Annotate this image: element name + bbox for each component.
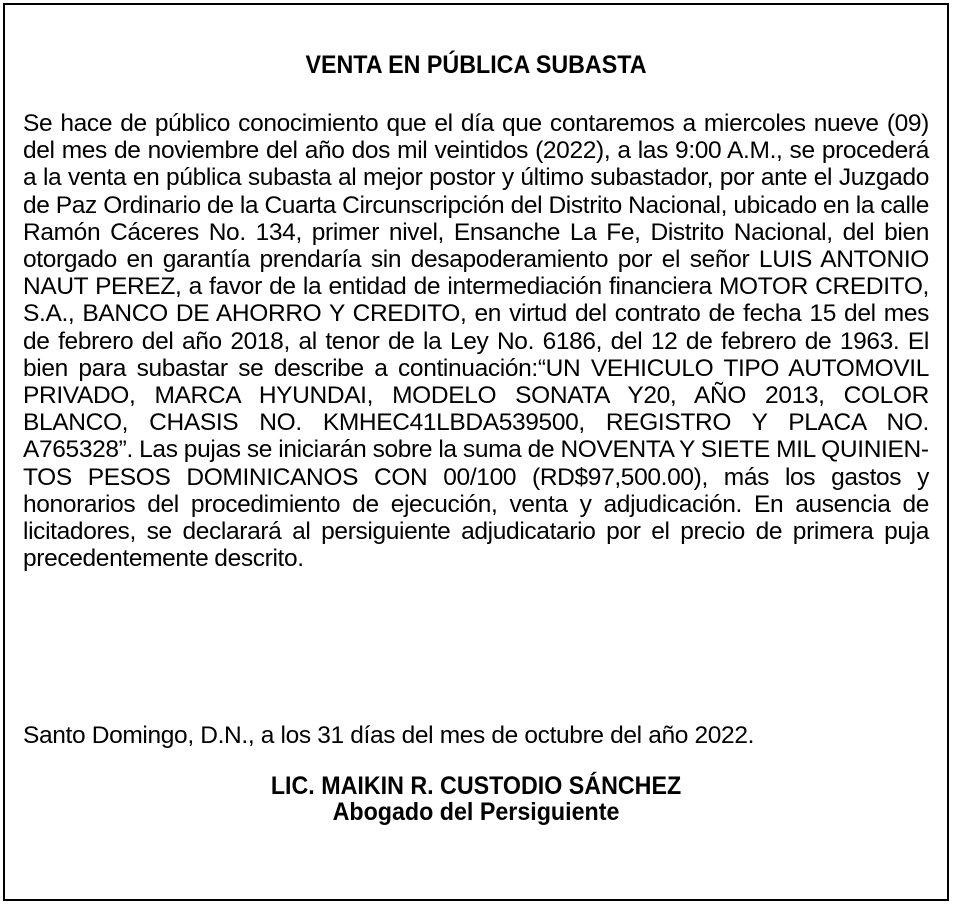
signature-block: [5, 773, 947, 825]
notice-closing: Santo Domingo, D.N., a los 31 días del mes de octubre del año 2022.: [23, 722, 755, 749]
legal-notice: [3, 3, 949, 901]
signer-role: Abogado del Persiguiente: [332, 798, 620, 826]
signer-name: LIC. MAIKIN R. CUSTODIO SÁNCHEZ: [270, 772, 682, 800]
notice-body: Se hace de público conocimiento que el día que contaremos a miercoles nueve (09) del mes de noviembre del año dos mil veintidos (2022), a las 9:00 A.M., se procederá a la venta en pública subasta al mejor postor y último subastador, por ante el Juzgado de Paz Ordinario de la Cuarta Circunscripción del Distrito Nacional, ubicado en la calle Ramón Cáceres No. 134, primer nivel, Ensanche La Fe, Distrito Nacional, del bien otorgado en garantía prendaría sin desapoderamiento por el señor LUIS ANTONIO NAUT PEREZ, a favor de la entidad de intermediación financiera MOTOR CREDITO, S.A., BANCO DE AHORRO Y CREDITO, en virtud del contrato de fecha 15 del mes de febrero del año 2018, al tenor de la Ley No. 6186, del 12 de febrero de 1963. El bien para subastar se describe a continuación:“UN VEHICULO TIPO AUTOMOVIL PRIVADO, MARCA HYUNDAI, MODELO SONATA Y20, AÑO 2013, COLOR BLANCO, CHASIS NO. KMHEC41LBDA539500, REGISTRO Y PLACA NO. A765328”. Las pujas se iniciarán sobre la suma de NOVENTA Y SIETE MIL QUINIENTOS PESOS DOMINICANOS CON 00/100 (RD$97,500.00), más los gastos y honorarios del procedimiento de ejecución, venta y adjudicación. En ausencia de licitadores, se declarará al persiguiente adjudicatario por el precio de primera puja precedentemente descrito.: [23, 110, 929, 573]
notice-title: VENTA EN PÚBLICA SUBASTA: [305, 51, 647, 79]
